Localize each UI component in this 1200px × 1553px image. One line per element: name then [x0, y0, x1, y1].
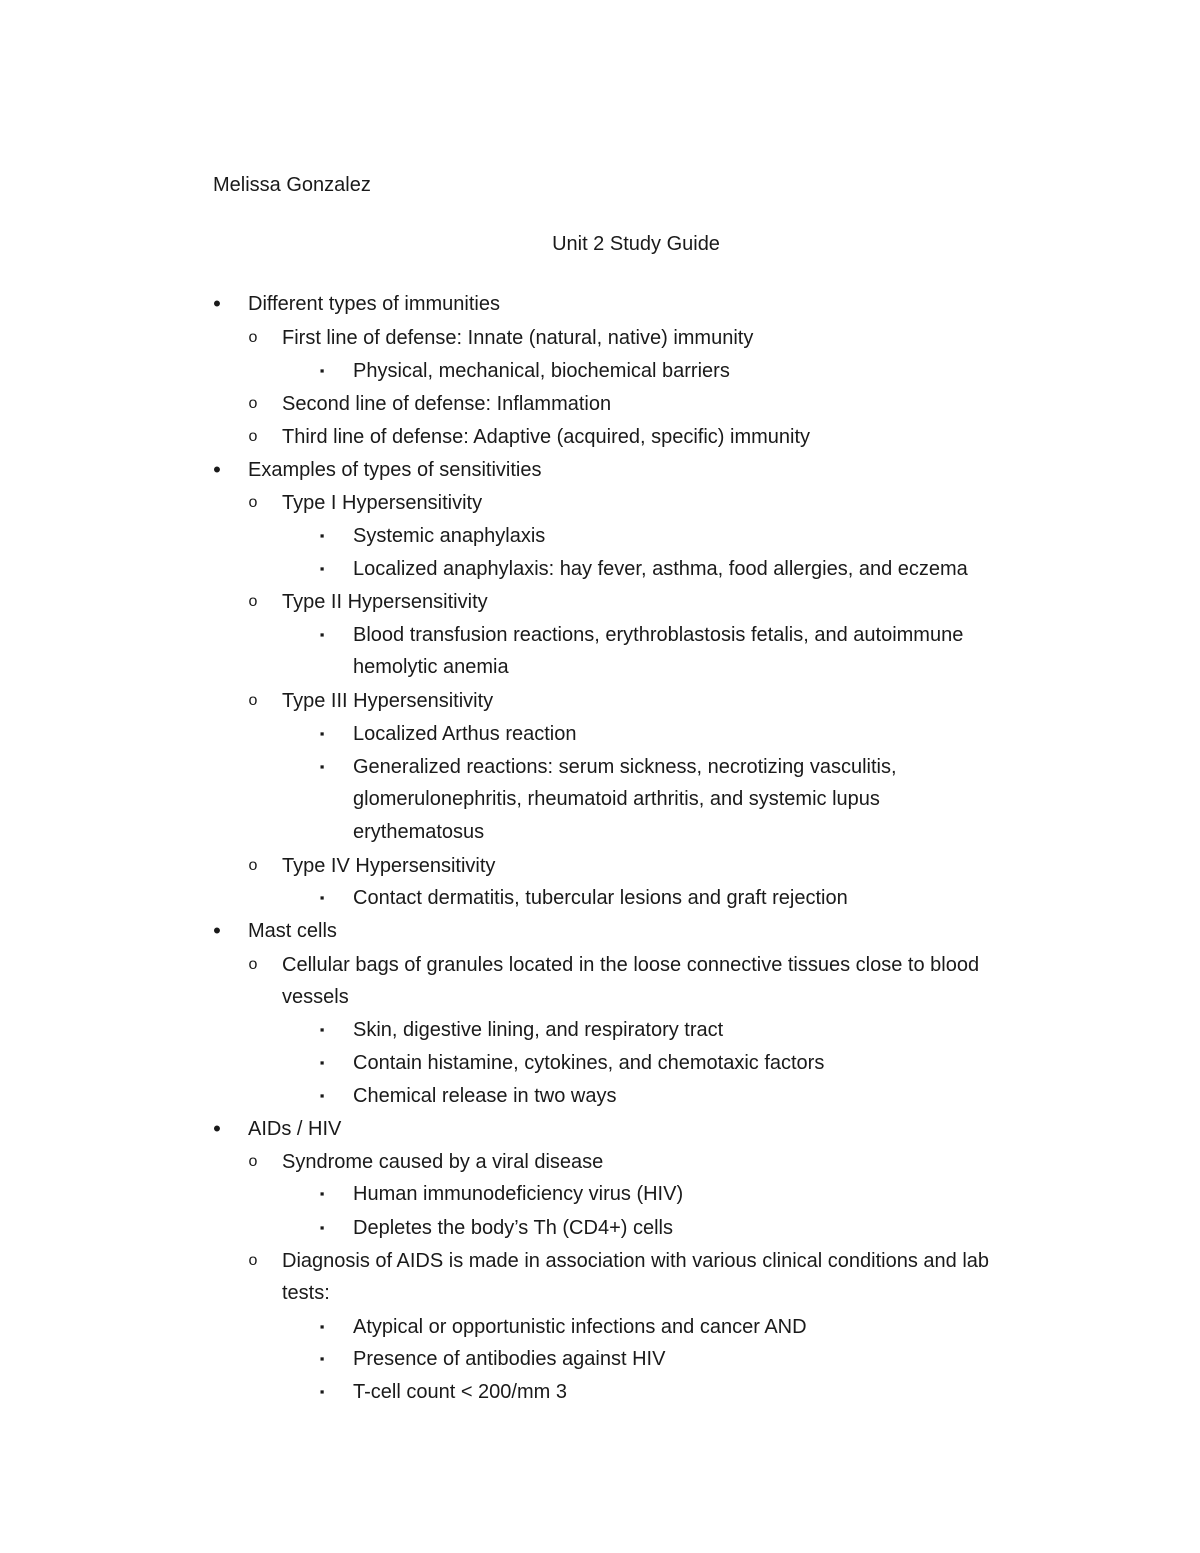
bullet-level3-marker: ▪ [319, 528, 325, 543]
bullet-level3-marker: ▪ [319, 1022, 325, 1037]
list-item-level2: Second line of defense: Inflammation [282, 393, 612, 415]
bullet-level3-marker: ▪ [319, 1186, 325, 1201]
bullet-level3-marker: ▪ [319, 890, 325, 905]
bullet-level3-marker: ▪ [319, 1055, 325, 1070]
list-item-level2: Diagnosis of AIDS is made in association with various clinical conditions and lab [282, 1250, 990, 1272]
list-item-level3-continuation: hemolytic anemia [353, 656, 509, 678]
list-item-level3: Chemical release in two ways [353, 1085, 617, 1107]
list-item-level2: Cellular bags of granules located in the loose connective tissues close to blood [282, 954, 980, 976]
bullet-level3-marker: ▪ [319, 1384, 325, 1399]
bullet-level2-marker: o [248, 329, 258, 346]
list-item-level3: Blood transfusion reactions, erythroblastosis fetalis, and autoimmune [353, 624, 964, 646]
list-item-level2: Type III Hypersensitivity [282, 690, 494, 712]
bullet-level1-marker: • [213, 1116, 221, 1141]
bullet-level1-marker: • [213, 291, 221, 316]
list-item-level2-continuation: vessels [282, 986, 349, 1008]
bullet-level1-marker: • [213, 918, 221, 943]
bullet-level2-marker: o [248, 692, 258, 709]
bullet-level3-marker: ▪ [319, 726, 325, 741]
list-item-level3: Depletes the body’s Th (CD4+) cells [353, 1217, 673, 1239]
bullet-level3-marker: ▪ [319, 1351, 325, 1366]
bullet-level2-marker: o [248, 1252, 258, 1269]
list-item-level3-continuation: erythematosus [353, 821, 485, 843]
list-item-level2: Type I Hypersensitivity [282, 492, 483, 514]
list-item-level3: Systemic anaphylaxis [353, 525, 546, 547]
list-item-level3: Contain histamine, cytokines, and chemotaxic factors [353, 1052, 825, 1074]
bullet-level2-marker: o [248, 593, 258, 610]
list-item-level3: Physical, mechanical, biochemical barriers [353, 360, 730, 382]
bullet-level2-marker: o [248, 395, 258, 412]
bullet-level2-marker: o [248, 494, 258, 511]
bullet-level2-marker: o [248, 428, 258, 445]
list-item-level3-continuation: glomerulonephritis, rheumatoid arthritis, and systemic lupus [353, 788, 880, 810]
bullet-level2-marker: o [248, 857, 258, 874]
list-item-level2: Type IV Hypersensitivity [282, 855, 496, 877]
list-item-level2-continuation: tests: [282, 1282, 330, 1304]
list-item-level3: Generalized reactions: serum sickness, necrotizing vasculitis, [353, 756, 897, 778]
list-item-level1: Examples of types of sensitivities [248, 459, 542, 481]
list-item-level3: Presence of antibodies against HIV [353, 1348, 666, 1370]
list-item-level3: T-cell count < 200/mm 3 [353, 1381, 567, 1403]
bullet-level3-marker: ▪ [319, 561, 325, 576]
bullet-level3-marker: ▪ [319, 1220, 325, 1235]
list-item-level1: AIDs / HIV [248, 1118, 342, 1140]
list-item-level1: Mast cells [248, 920, 337, 942]
document-title: Unit 2 Study Guide [552, 233, 720, 255]
list-item-level1: Different types of immunities [248, 293, 500, 315]
bullet-level3-marker: ▪ [319, 1088, 325, 1103]
bullet-level2-marker: o [248, 956, 258, 973]
list-item-level3: Human immunodeficiency virus (HIV) [353, 1183, 684, 1205]
list-item-level3: Localized anaphylaxis: hay fever, asthma, food allergies, and eczema [353, 558, 968, 580]
author-name: Melissa Gonzalez [213, 174, 371, 196]
list-item-level3: Contact dermatitis, tubercular lesions and graft rejection [353, 887, 848, 909]
list-item-level3: Localized Arthus reaction [353, 723, 577, 745]
bullet-level3-marker: ▪ [319, 1319, 325, 1334]
list-item-level2: Third line of defense: Adaptive (acquired, specific) immunity [282, 426, 811, 448]
list-item-level3: Skin, digestive lining, and respiratory tract [353, 1019, 724, 1041]
bullet-level1-marker: • [213, 457, 221, 482]
list-item-level2: Type II Hypersensitivity [282, 591, 488, 613]
bullet-level3-marker: ▪ [319, 363, 325, 378]
list-item-level2: First line of defense: Innate (natural, native) immunity [282, 327, 754, 349]
list-item-level3: Atypical or opportunistic infections and cancer AND [353, 1316, 807, 1338]
bullet-level3-marker: ▪ [319, 759, 325, 774]
bullet-level3-marker: ▪ [319, 627, 325, 642]
bullet-level2-marker: o [248, 1153, 258, 1170]
list-item-level2: Syndrome caused by a viral disease [282, 1151, 604, 1173]
